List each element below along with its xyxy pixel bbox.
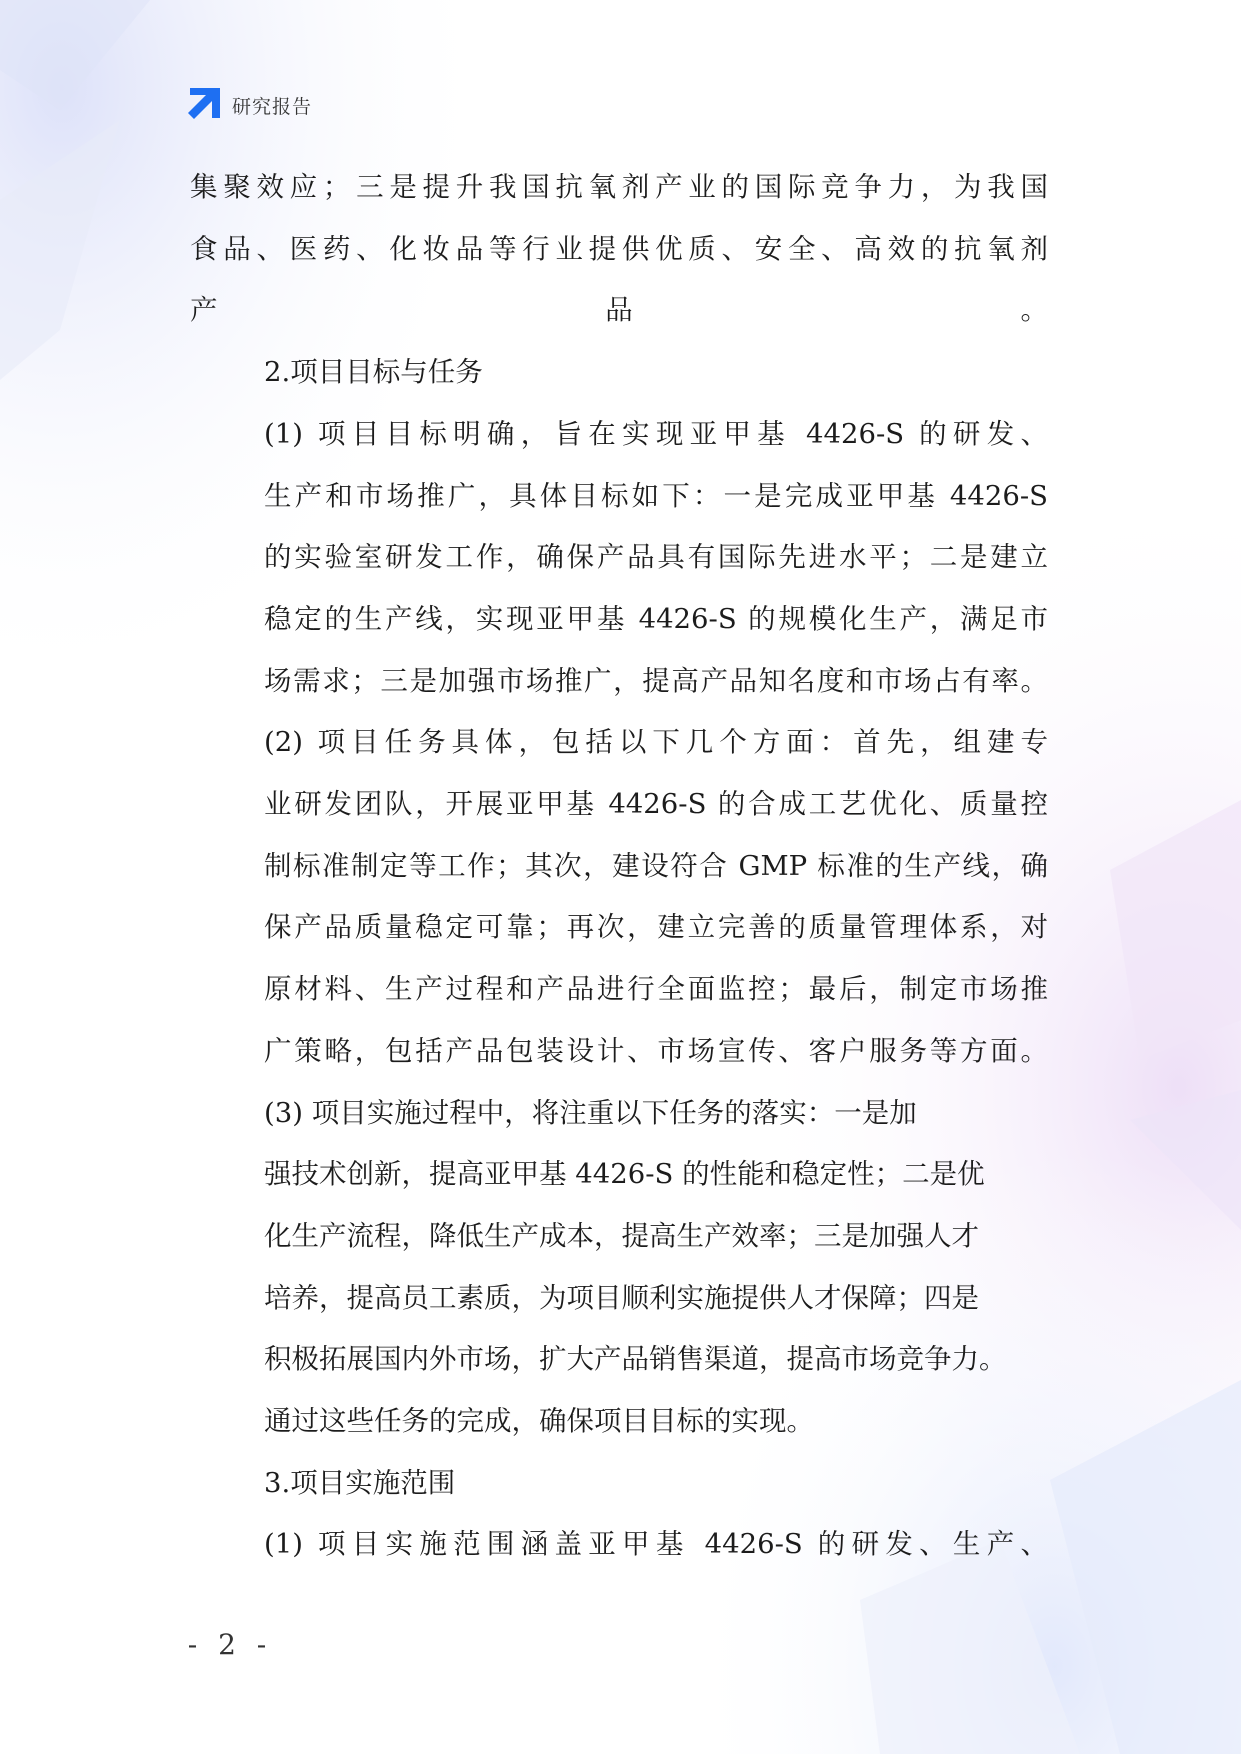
- heading-text: 2.项目目标与任务: [264, 356, 483, 389]
- text-line: 原材料、生产过程和产品进行全面监控；最后，制定市场推: [264, 973, 1048, 1006]
- text-line: (3) 项目实施过程中，将注重以下任务的落实：一是加: [264, 1096, 917, 1129]
- text-line: 强技术创新，提高亚甲基 4426-S 的性能和稳定性；二是优: [264, 1158, 985, 1191]
- section-heading: [190, 342, 1048, 404]
- text-line: 生产和市场推广，具体目标如下：一是完成亚甲基 4426-S: [264, 479, 1048, 512]
- text-line: 化生产流程，降低生产成本，提高生产效率；三是加强人才: [264, 1219, 979, 1252]
- text-line: (1) 项目实施范围涵盖亚甲基 4426-S 的研发、生产、: [264, 1528, 1048, 1561]
- section-heading: [190, 1453, 1048, 1515]
- text-line: 培养，提高员工素质，为项目顺利实施提供人才保障；四是: [264, 1281, 979, 1314]
- page-number: - 2 -: [187, 1628, 273, 1661]
- text-line: 稳定的生产线，实现亚甲基 4426-S 的规模化生产，满足市: [264, 602, 1048, 635]
- document-body: [190, 157, 1048, 1576]
- text-line: 保产品质量稳定可靠；再次，建立完善的质量管理体系，对: [264, 911, 1048, 944]
- header-title: 研究报告: [232, 96, 313, 118]
- text-line: 制标准制定等工作；其次，建设符合 GMP 标准的生产线，确: [264, 849, 1048, 882]
- paragraph-tasks: [190, 712, 1048, 1082]
- text-line: 的实验室研发工作，确保产品具有国际先进水平；二是建立: [264, 541, 1048, 574]
- paragraph-goals: [190, 404, 1048, 713]
- text-line: 产品。: [190, 294, 1048, 327]
- paragraph-implementation: [190, 1083, 1048, 1453]
- text-line: 场需求；三是加强市场推广，提高产品知名度和市场占有率。: [264, 664, 1048, 697]
- paragraph-scope: [190, 1514, 1048, 1576]
- heading-text: 3.项目实施范围: [264, 1466, 456, 1499]
- paragraph-continuation: [190, 157, 1048, 342]
- text-line: 集聚效应；三是提升我国抗氧剂产业的国际竞争力，为我国: [190, 171, 1048, 203]
- text-line: (2) 项目任务具体，包括以下几个方面：首先，组建专: [264, 726, 1048, 759]
- text-line: 积极拓展国内外市场，扩大产品销售渠道，提高市场竞争力。: [264, 1343, 1007, 1376]
- text-line: 广策略，包括产品包装设计、市场宣传、客户服务等方面。: [264, 1034, 1048, 1067]
- text-line: (1) 项目目标明确，旨在实现亚甲基 4426-S 的研发、: [264, 417, 1048, 450]
- text-line: 通过这些任务的完成，确保项目目标的实现。: [264, 1405, 814, 1438]
- text-line: 食品、医药、化妆品等行业提供优质、安全、高效的抗氧剂: [190, 232, 1048, 265]
- diagonal-arrow-logo-icon: [186, 86, 222, 122]
- text-line: 业研发团队，开展亚甲基 4426-S 的合成工艺优化、质量控: [264, 788, 1048, 821]
